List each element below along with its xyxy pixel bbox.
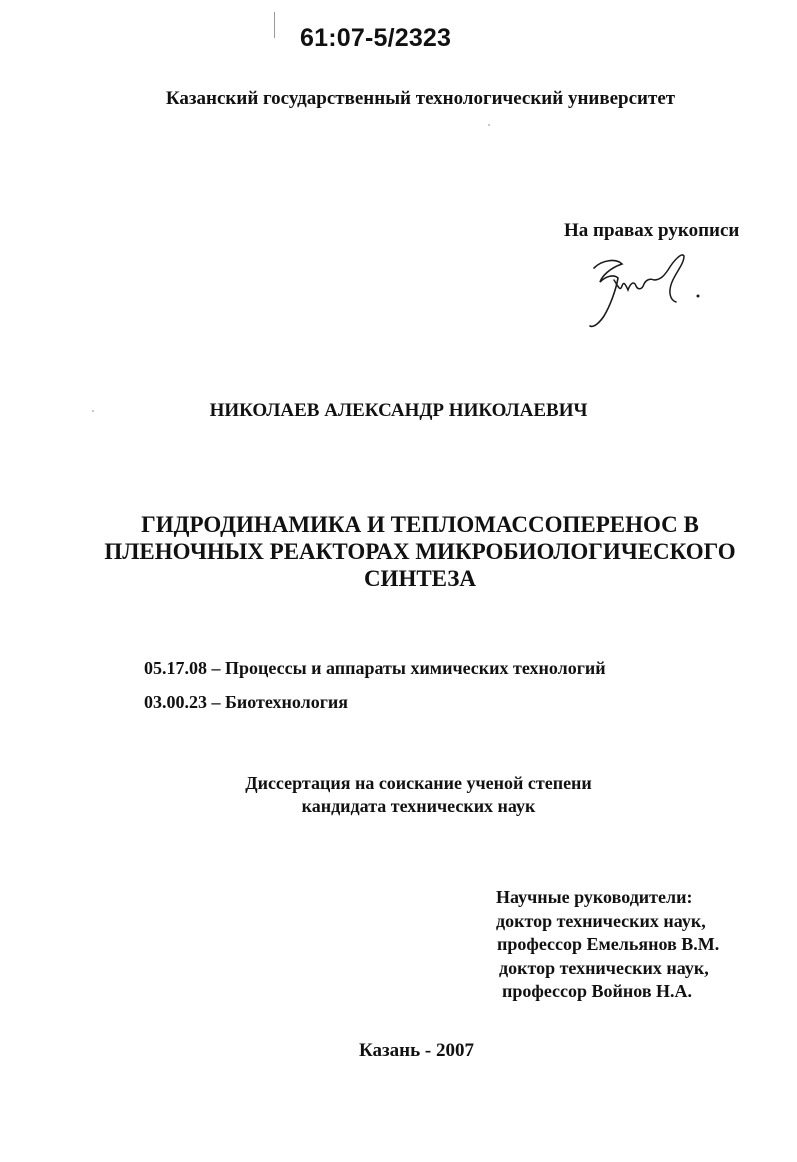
title-line: ПЛЕНОЧНЫХ РЕАКТОРАХ МИКРОБИОЛОГИЧЕСКОГО	[104, 539, 736, 564]
supervisor-line: доктор технических наук,	[499, 957, 709, 978]
supervisors-block	[496, 886, 719, 1004]
degree-line-text: кандидата технических наук	[301, 796, 536, 816]
supervisors-heading: Научные руководители:	[496, 887, 693, 907]
author-signature	[580, 246, 710, 332]
specialty-code-2: 03.00.23 – Биотехнология	[144, 692, 349, 712]
dissertation-title	[100, 511, 740, 592]
title-line: СИНТЕЗА	[363, 566, 477, 591]
archive-code: 61:07-5/2323	[300, 24, 452, 52]
scan-artifact-line	[274, 12, 275, 38]
supervisor-line: профессор Емельянов В.М.	[497, 934, 720, 954]
author-name: НИКОЛАЕВ АЛЕКСАНДР НИКОЛАЕВИЧ	[209, 400, 588, 421]
specialty-code-1: 05.17.08 – Процессы и аппараты химических технологий	[144, 658, 606, 678]
supervisor-line: профессор Войнов Н.А.	[502, 981, 693, 1001]
title-line: ГИДРОДИНАМИКА И ТЕПЛОМАССОПЕРЕНОС В	[141, 512, 699, 537]
degree-statement-line-2	[0, 796, 797, 817]
city-year-text: Казань - 2007	[359, 1040, 474, 1061]
degree-line-text: Диссертация на соискание ученой степени	[245, 773, 592, 793]
degree-statement-line-1	[0, 773, 797, 794]
university-name	[0, 88, 797, 110]
city-year	[0, 1040, 797, 1062]
manuscript-note: На правах рукописи	[564, 220, 740, 241]
scan-artifact-dot	[488, 124, 490, 126]
university-name-text: Казанский государственный технологический университет	[165, 88, 676, 109]
supervisor-line: доктор технических наук,	[496, 910, 706, 931]
